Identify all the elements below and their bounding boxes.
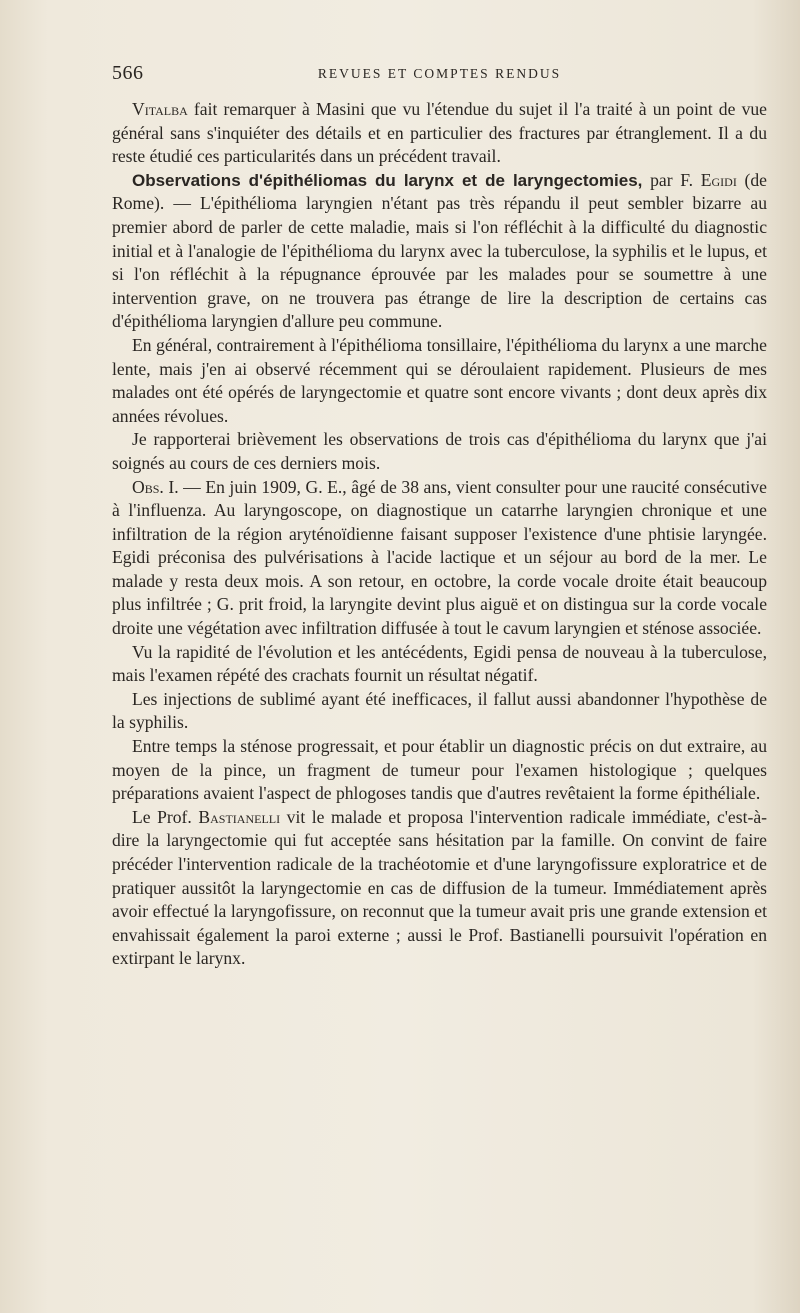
paragraph: Je rapporterai brièvement les observations de trois cas d'épithélioma du larynx que j'ai soignés au cours de ces derniers mois. — [112, 429, 767, 473]
observation-label: Obs. — [132, 476, 164, 497]
paragraph: Entre temps la sténose progressait, et pour établir un diagnostic précis on dut extraire, au moyen de la pince, un fragment de tumeur pour l'examen histologique ; quelques préparations avaient l'aspect de phlogoses tandis que d'autres revêtaient la forme épithéliale. — [112, 736, 767, 804]
running-head: REVUES ET COMPTES RENDUS — [317, 66, 562, 81]
paragraph: Vitalba fait remarquer à Masini que vu l'étendue du sujet il l'a traité à un point de vue général sans s'inquiéter des détails et en particulier des fractures par étranglement. Il a du reste étudié ces particularités dans un précédent travail. — [112, 99, 767, 167]
paragraph: Obs. I. — En juin 1909, G. E., âgé de 38 ans, vient consulter pour une raucité consécutive à l'influenza. Au laryngoscope, on diagnostique un catarrhe laryngien chronique et une infiltration de la région aryténoïdienne faisant supposer l'existence d'une phtisie laryngée. Egidi préconisa des pulvérisations à l'acide lactique et un séjour au bord de la mer. Le malade y resta deux mois. A son retour, en octobre, la corde vocale droite était beaucoup plus infiltrée ; G. prit froid, la laryngite devint plus aiguë et on distingua sur la corde vocale droite une végétation avec infiltration diffusée à tout le cavum laryngien et sténose associée. — [112, 476, 767, 639]
paragraph: Observations d'épithéliomas du larynx et de laryngectomies, par F. Egidi (de Rome). — L'épithélioma laryngien n'étant pas très répandu il peut sembler bizarre au premier abord de parler de cette maladie, mais si l'on réfléchit à la difficulté du diagnostic initial et à l'analogie de l'épithélioma du larynx avec la tuberculose, la syphilis et le lupus, et si l'on réfléchit à la répugnance éprouvée par les malades pour se soumettre à une intervention grave, on ne trouvera pas étrange de lire la description de certains cas d'épithélioma laryngien d'allure peu commune. — [112, 169, 767, 332]
paragraph: Vu la rapidité de l'évolution et les antécédents, Egidi pensa de nouveau à la tuberculose, mais l'examen répété des crachats fournit un résultat négatif. — [112, 641, 767, 686]
page-number: 566 — [112, 62, 144, 84]
author-name: Egidi — [700, 169, 737, 190]
author-name: Vitalba — [132, 99, 188, 119]
author-name: Bastianelli — [198, 806, 281, 827]
section-title: Observations d'épithéliomas du larynx et de laryngectomies, — [132, 170, 643, 190]
article-body — [112, 98, 767, 971]
paragraph: En général, contrairement à l'épithélioma tonsillaire, l'épithélioma du larynx a une marche lente, mais j'en ai observé récemment qui se déroulaient rapidement. Plusieurs de mes malades ont été opérés de laryngectomie et quatre sont encore vivants ; dont deux après dix années révolues. — [112, 334, 767, 426]
paragraph: Le Prof. Bastianelli vit le malade et proposa l'intervention radicale immédiate, c'est-à-dire la laryngectomie qui fut acceptée sans hésitation par la famille. On convint de faire précéder l'intervention radicale de la trachéotomie et d'une laryngofissure exploratrice et de pratiquer aussitôt la laryngectomie en cas de diffusion de la tumeur. Immédiatement après avoir effectué la laryngofissure, on reconnut que la tumeur avait pris une grande extension et envahissait également la paroi externe ; aussi le Prof. Bastianelli poursuivit l'opération en extirpant le larynx. — [112, 806, 768, 969]
paragraph: Les injections de sublimé ayant été inefficaces, il fallut aussi abandonner l'hypothèse de la syphilis. — [112, 688, 767, 733]
page-header — [112, 62, 767, 86]
